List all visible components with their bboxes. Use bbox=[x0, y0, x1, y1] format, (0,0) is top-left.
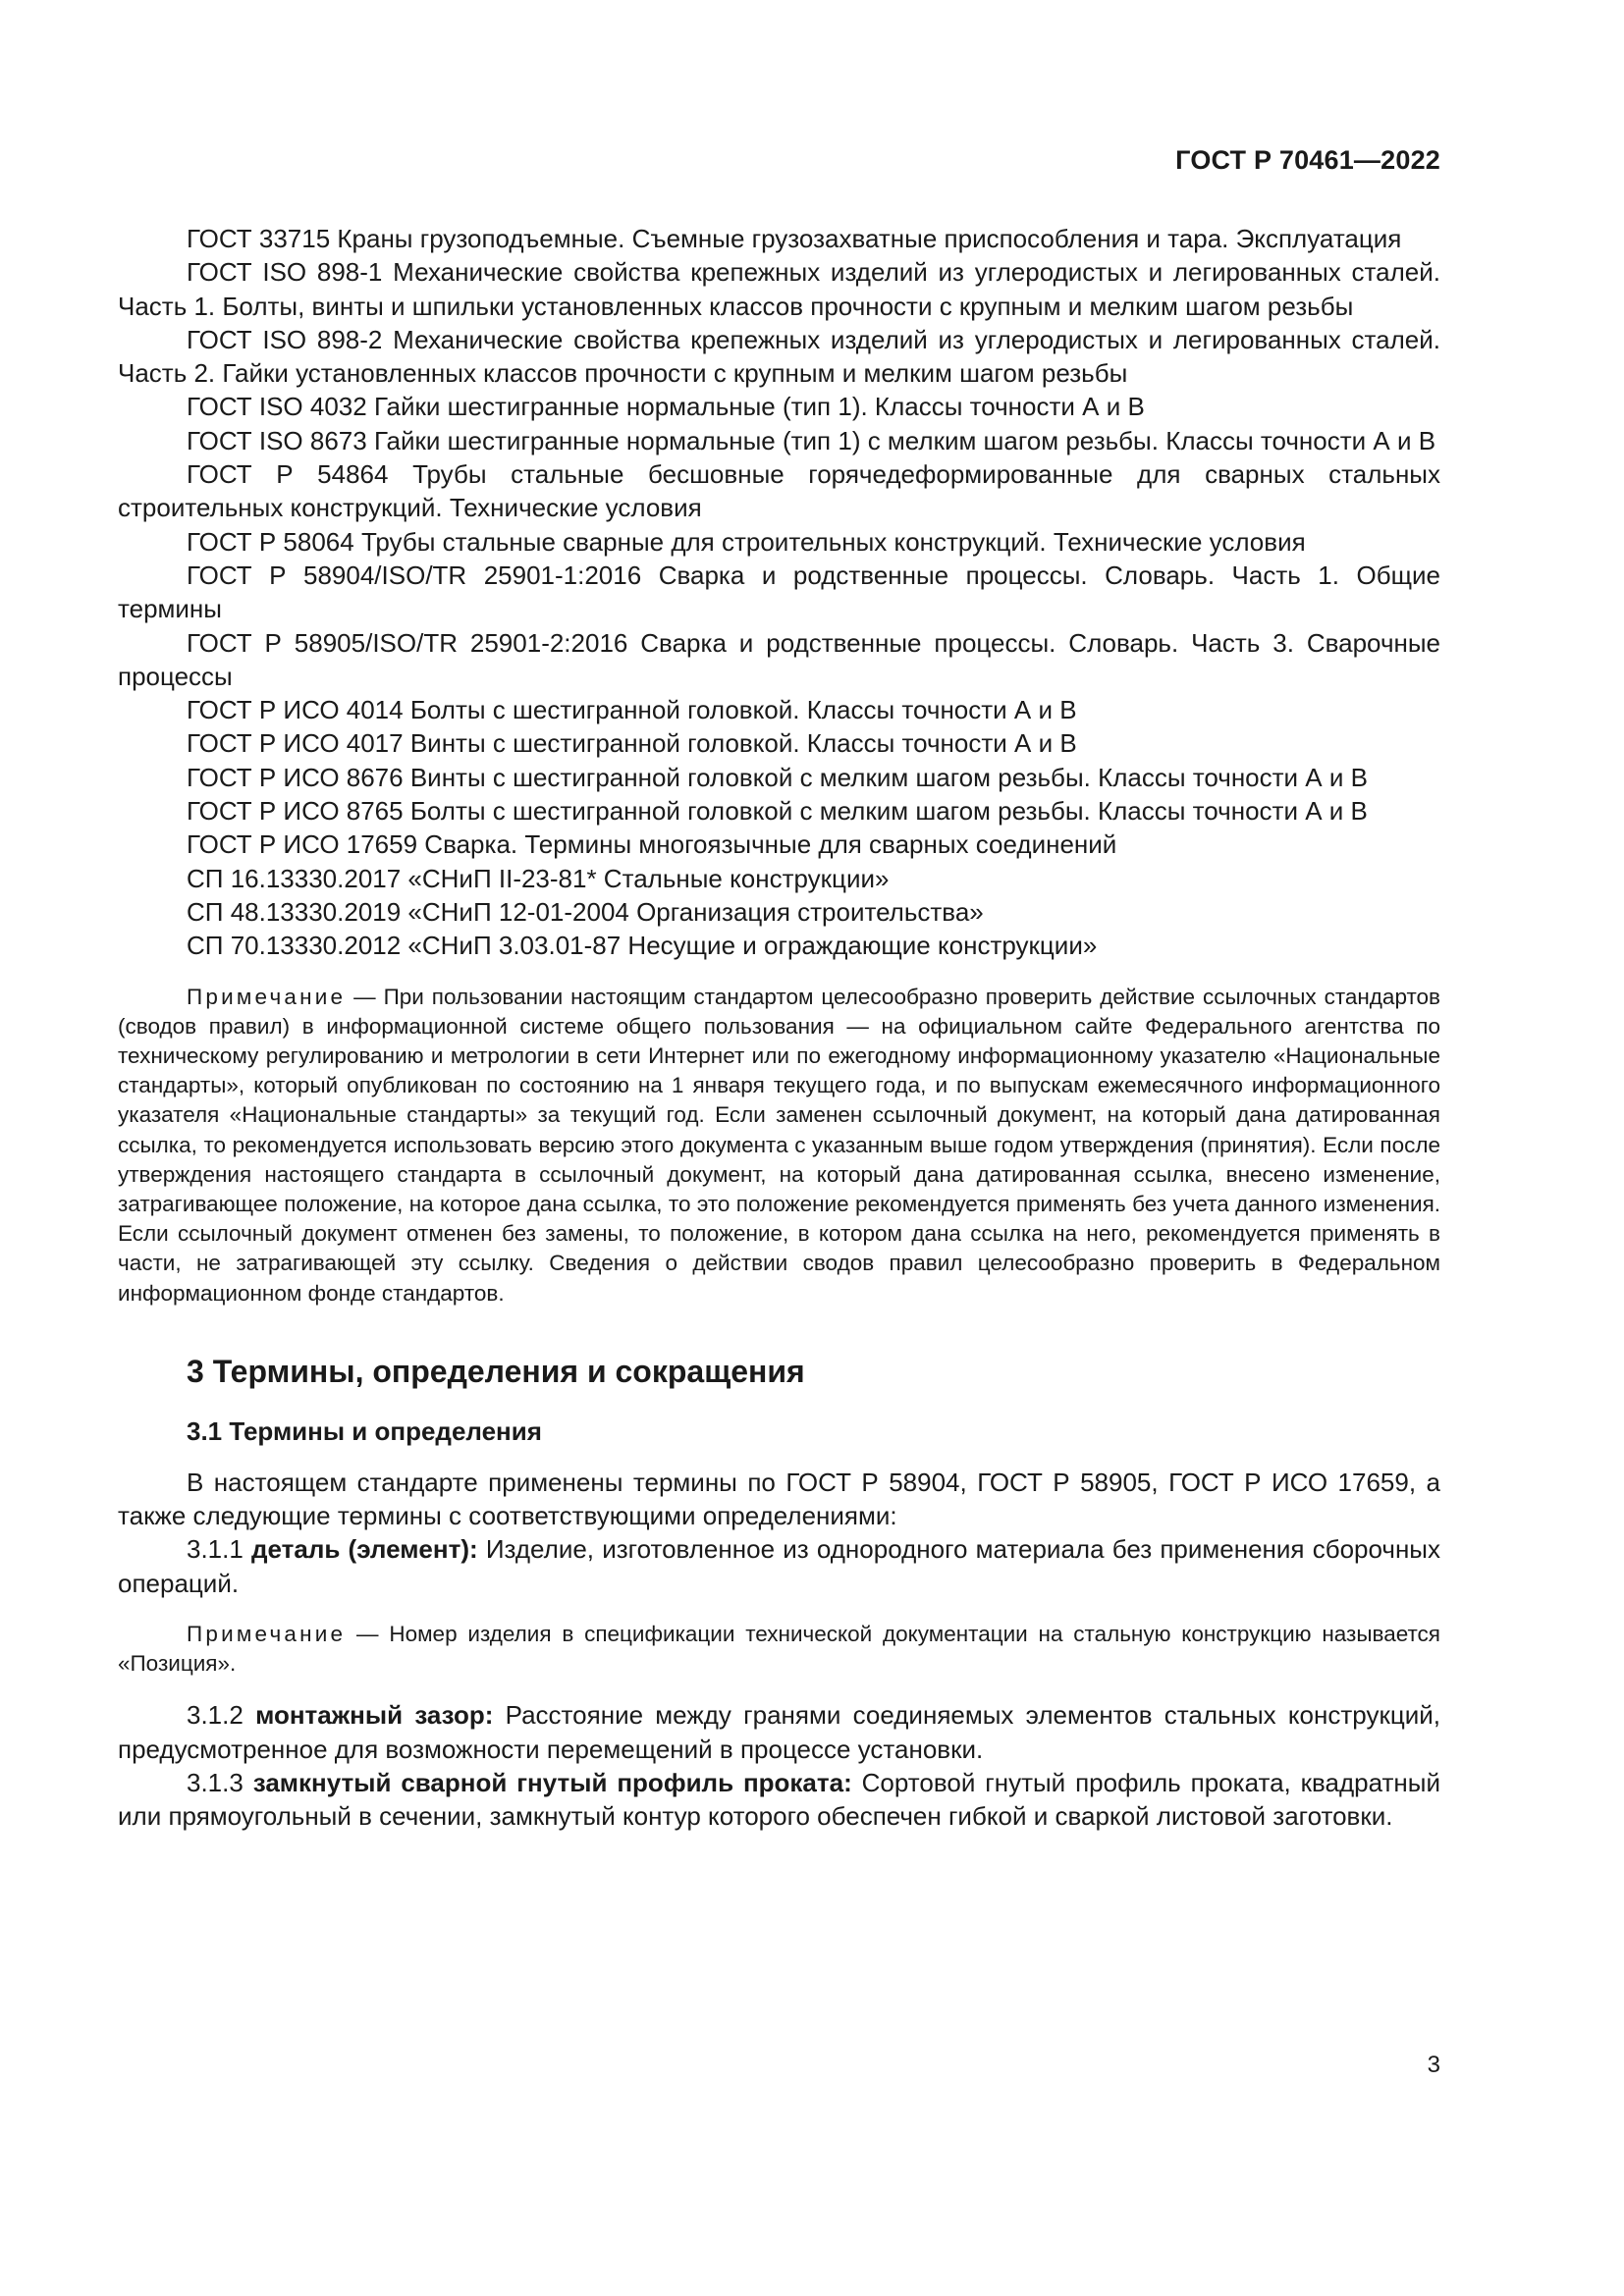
term-number: 3.1.3 bbox=[187, 1767, 253, 1797]
reference-item: ГОСТ Р ИСО 4014 Болты с шестигранной головкой. Классы точности А и В bbox=[187, 695, 1077, 725]
term-text: Сортовой гнутый профиль проката, квадратный или прямоугольный в сечении, замкнутый контур которого обеспечен гибкой и сваркой листовой заготовки. bbox=[118, 1767, 1441, 1832]
note-label: Примечание bbox=[187, 1621, 347, 1646]
reference-item: ГОСТ Р 54864 Трубы стальные бесшовные горячедеформированные для сварных стальных строительных конструкций. Технические условия bbox=[118, 459, 1440, 523]
term-name: деталь (элемент): bbox=[251, 1534, 478, 1565]
section-title: 3 Термины, определения и сокращения bbox=[187, 1353, 805, 1389]
terms-intro: В настоящем стандарте применены термины по ГОСТ Р 58904, ГОСТ Р 58905, ГОСТ Р ИСО 17659, а также следующие термины с соответствующими определениями: bbox=[118, 1467, 1440, 1531]
page-number: 3 bbox=[1427, 2052, 1440, 2078]
term-number: 3.1.1 bbox=[187, 1534, 252, 1565]
note-text: — Номер изделия в спецификации технической документации на стальную конструкцию называется «Позиция». bbox=[118, 1621, 1440, 1677]
reference-item: ГОСТ Р 58905/ISO/TR 25901-2:2016 Сварка и родственные процессы. Словарь. Часть 3. Сварочные процессы bbox=[118, 627, 1440, 691]
reference-item: ГОСТ ISO 898-1 Механические свойства крепежных изделий из углеродистых и легированных сталей. Часть 1. Болты, винты и шпильки установленных классов прочности с крупным и мелким шагом резьбы bbox=[118, 257, 1440, 321]
term-text: Расстояние между гранями соединяемых элементов стальных конструкций, предусмотренное для возможности перемещений в процессе установки. bbox=[118, 1700, 1440, 1764]
normative-references-list bbox=[118, 222, 1440, 963]
reference-item: СП 70.13330.2012 «СНиП 3.03.01-87 Несущие и ограждающие конструкции» bbox=[187, 931, 1098, 961]
references-note bbox=[118, 983, 1440, 1308]
note-text: — При пользовании настоящим стандартом целесообразно проверить действие ссылочных стандартов (сводов правил) в информационной системе общего пользования — на официальном сайте Федерального агентства по техническому регулированию и метрологии в сети Интернет или по ежегодному информационному указателю «Национальные стандарты», который опубликован по состоянию на 1 января текущего года, и по выпускам ежемесячного информационного указателя «Национальные стандарты» за текущий год. Если заменен ссылочный документ, на который дана датированная ссылка, то рекомендуется использовать версию этого документа с указанным выше годом утверждения (принятия). Если после утверждения настоящего стандарта в ссылочный документ, на который дана датированная ссылка, внесено изменение, затрагивающее положение, на которое дана ссылка, то это положение рекомендуется применять без учета данного изменения. Если ссылочный документ отменен без замены, то положение, в котором дана ссылка на него, рекомендуется применять в части, не затрагивающей эту ссылку. Сведения о действии сводов правил целесообразно проверить в Федеральном информационном фонде стандартов. bbox=[118, 984, 1440, 1306]
subsection-title: 3.1 Термины и определения bbox=[187, 1415, 542, 1446]
reference-item: ГОСТ ISO 4032 Гайки шестигранные нормальные (тип 1). Классы точности А и В bbox=[187, 392, 1145, 422]
reference-item: СП 48.13330.2019 «СНиП 12-01-2004 Организация строительства» bbox=[187, 896, 984, 927]
reference-item: ГОСТ ISO 8673 Гайки шестигранные нормальные (тип 1) с мелким шагом резьбы. Классы точности А и В bbox=[187, 425, 1436, 455]
reference-item: ГОСТ 33715 Краны грузоподъемные. Съемные грузозахватные приспособления и тара. Эксплуатация bbox=[187, 224, 1402, 253]
term-name: замкнутый сварной гнутый профиль проката: bbox=[252, 1767, 852, 1797]
reference-item: ГОСТ Р ИСО 8676 Винты с шестигранной головкой с мелким шагом резьбы. Классы точности А и В bbox=[187, 762, 1368, 792]
reference-item: ГОСТ Р 58064 Трубы стальные сварные для строительных конструкций. Технические условия bbox=[187, 526, 1306, 557]
reference-item: ГОСТ Р ИСО 17659 Сварка. Термины многоязычные для сварных соединений bbox=[187, 829, 1117, 860]
reference-item: ГОСТ ISO 898-2 Механические свойства крепежных изделий из углеродистых и легированных сталей. Часть 2. Гайки установленных классов прочности с крупным и мелким шагом резьбы bbox=[118, 324, 1440, 389]
document-header: ГОСТ Р 70461—2022 bbox=[1175, 145, 1440, 175]
term-text: Изделие, изготовленное из однородного материала без применения сборочных операций. bbox=[118, 1534, 1440, 1598]
term-definition-3-1-3 bbox=[118, 1766, 1440, 1834]
reference-item: ГОСТ Р ИСО 4017 Винты с шестигранной головкой. Классы точности А и В bbox=[187, 728, 1077, 759]
term-definition-3-1-2 bbox=[118, 1698, 1440, 1766]
reference-item: СП 16.13330.2017 «СНиП II-23-81* Стальные конструкции» bbox=[187, 863, 890, 893]
page-content bbox=[118, 222, 1440, 1834]
reference-item: ГОСТ Р ИСО 8765 Болты с шестигранной головкой с мелким шагом резьбы. Классы точности А и В bbox=[187, 796, 1368, 827]
term-number: 3.1.2 bbox=[187, 1700, 256, 1731]
term-name: монтажный зазор: bbox=[255, 1700, 494, 1731]
term-definition-3-1-1 bbox=[118, 1532, 1440, 1600]
note-label: Примечание bbox=[187, 984, 347, 1009]
term-note bbox=[118, 1620, 1440, 1679]
reference-item: ГОСТ Р 58904/ISO/TR 25901-1:2016 Сварка и родственные процессы. Словарь. Часть 1. Общие термины bbox=[118, 560, 1440, 624]
